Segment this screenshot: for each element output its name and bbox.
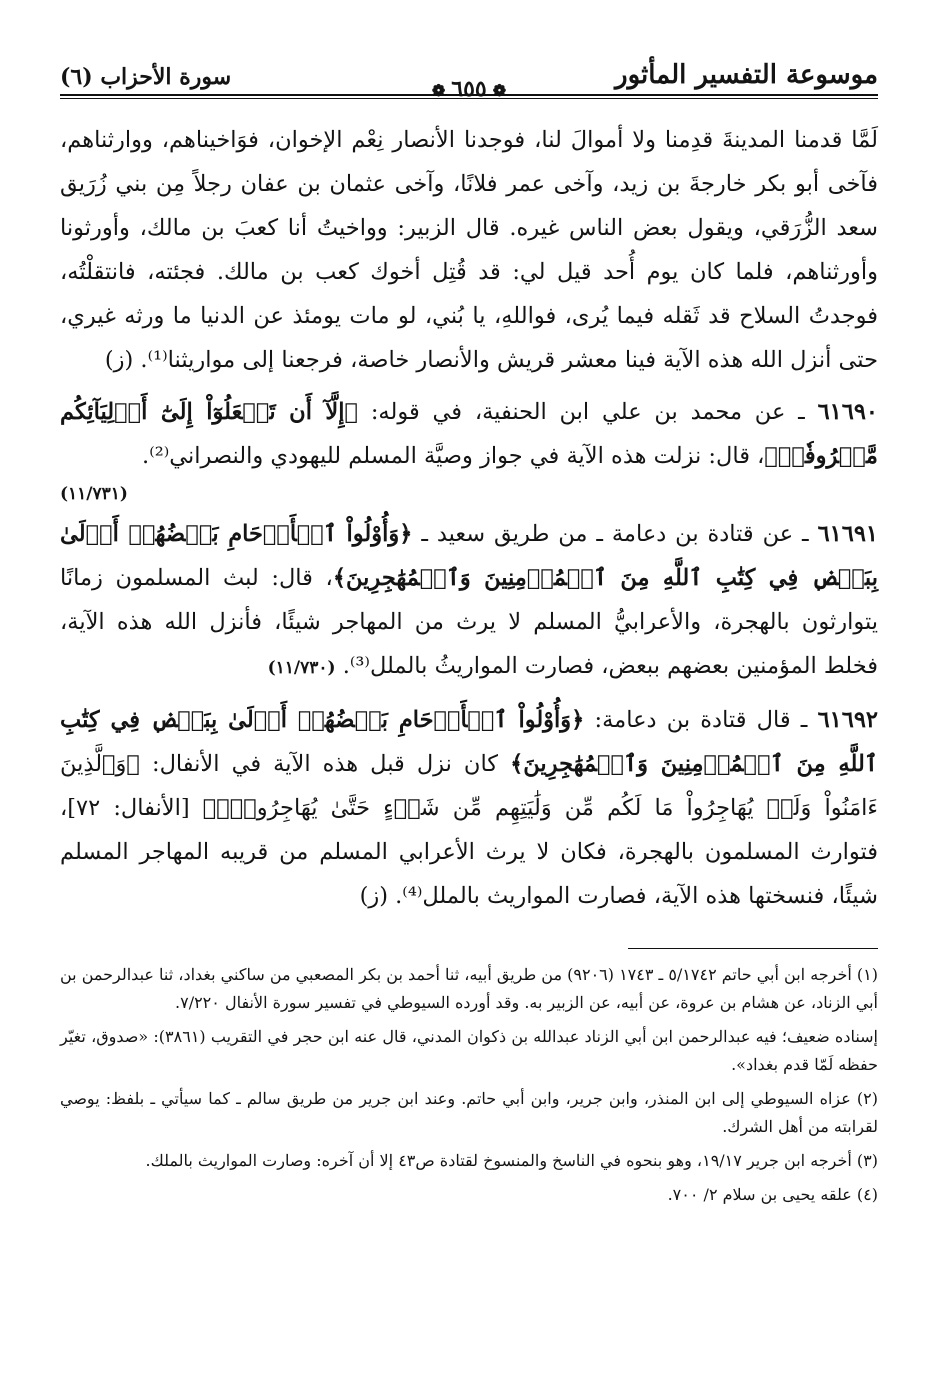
page-number-text: ٦٥٥ [451, 76, 487, 102]
volume-reference: (١١/٧٣١) [60, 484, 128, 504]
header-rule-thin [60, 98, 878, 99]
entry-body: ، قال: لبث المسلمون زمانًا يتوارثون بالهجرة، والأعرابيُّ المسلم لا يرث من المهاجر شيئًا، فأنزل الله هذه الآية، فخلط المؤمنين بعضهم ببعض، فصارت المواريثُ بالملل⁽³⁾. [60, 565, 878, 679]
footnotes [60, 961, 878, 1209]
entry-body: كان نزل قبل هذه الآية في الأنفال: ﴿وَٱلَّذِينَ ءَامَنُواْ وَلَمۡ يُهَاجِرُواْ مَا لَكُم مِّن وَلَٰيَتِهِم مِّن شَيۡءٍ حَتَّىٰ يُهَاجِرُواْۚ﴾ [الأنفال: ٧٢]، فتوارث المسلمون بالهجرة، فكان لا يرث الأعرابي المسلم من قريبه المهاجر المسلم شيئًا، فنسختها هذه الآية، فصارت المواريث بالملل⁽⁴⁾. (ز) [60, 751, 878, 909]
header-rule [60, 94, 878, 96]
footnote: إسناده ضعيف؛ فيه عبدالرحمن ابن أبي الزناد عبدالله بن ذكوان المدني، قال عنه ابن حجر في التقريب (٣٨٦١): «صدوق، تغيّر حفظه لَمّا قدم بغداد». [60, 1027, 878, 1074]
footnote: (١) أخرجه ابن أبي حاتم ٥/١٧٤٢ ـ ١٧٤٣ (٩٢٠٦) من طريق أبيه، ثنا أحمد بن بكر المصعبي من ساكني بغداد، ثنا عبدالرحمن بن أبي الزناد، عن هشام بن عروة، عن أبيه، عن الزبير به. وقد أورده السيوطي في تفسير سورة الأنفال ٧/٢٢٠. [59, 965, 878, 1012]
main-text [60, 118, 878, 918]
quran-verse: ﴿إِلَّآ أَن تَفۡعَلُوٓاْ إِلَىٰٓ أَوۡلِيَآئِكُم مَّعۡرُوفٗاۚ﴾ [60, 399, 878, 469]
entry-number: ٦١٦٩١ [817, 521, 878, 547]
narration-entry [60, 698, 878, 918]
page [60, 60, 878, 1339]
entry-intro: ـ عن محمد بن علي ابن الحنفية، في قوله: [358, 399, 805, 425]
volume-reference: (١١/٧٣٠) [267, 658, 336, 678]
opening-paragraph: لَمَّا قدمنا المدينةَ قدِمنا ولا أموالَ لنا، فوجدنا الأنصار نِعْم الإخوان، فوَاخيناهم، ووارثناهم، فآخى أبو بكر خارجةَ بن زيد، وآخى عمر فلانًا، وآخى عثمان بن عفان رجلاً مِن بني زُرَيق سعد الزُّرَقي، ويقول بعض الناس غيره. قال الزبير: وواخيتُ أنا كعبَ بن مالك، وأورثونا وأورثناهم، فلما كان يوم أُحد قيل لي: قد قُتِل أخوك كعب بن مالك. فجئته، فانتقلْتُه، فوجدتُ السلاح قد ثَقله فيما يُرى، فواللهِ، يا بُني، لو مات يومئذ عن الدنيا ما ورثه غيري، حتى أنزل الله هذه الآية فينا معشر قريش والأنصار خاصة، فرجعنا إلى مواريثنا⁽¹⁾. (ز) [60, 127, 878, 373]
entry-intro: ـ قال قتادة بن دعامة: [584, 707, 808, 733]
ornament-icon: ❁ [431, 81, 446, 100]
entry-number: ٦١٦٩٠ [817, 399, 879, 425]
quran-verse: ﴿وَأُوْلُواْ ٱلۡأَرۡحَامِ بَعۡضُهُمۡ أَوۡلَىٰ بِبَعۡضٖ فِي كِتَٰبِ ٱللَّهِ مِنَ ٱلۡمُؤۡمِنِينَ وَٱلۡمُهَٰجِرِينَ﴾ [60, 521, 878, 591]
entry-body: ، قال: نزلت هذه الآية في جواز وصيَّة المسلم لليهودي والنصراني⁽²⁾. [142, 443, 765, 469]
footnote: (٤) علقه يحيى بن سلام ٢/ ٧٠٠. [667, 1185, 878, 1204]
quran-verse: ﴿وَأُوْلُواْ ٱلۡأَرۡحَامِ بَعۡضُهُمۡ أَوۡلَىٰ بِبَعۡضٖ فِي كِتَٰبِ ٱللَّهِ مِنَ ٱلۡمُؤۡمِنِينَ وَٱلۡمُهَٰجِرِينَ﴾ [60, 707, 878, 777]
page-header [60, 60, 878, 104]
ornament-icon: ❁ [492, 81, 507, 100]
entry-number: ٦١٦٩٢ [817, 707, 879, 733]
footnote: (٣) أخرجه ابن جرير ١٩/١٧، وهو بنحوه في الناسخ والمنسوخ لقتادة ص٤٣ إلا أن آخره: وصارت المواريث بالملك. [145, 1151, 878, 1170]
narration-entry [60, 390, 878, 504]
footnote-separator [628, 948, 878, 949]
surah-title: سورة الأحزاب (٦) [60, 64, 232, 90]
entry-intro: ـ عن قتادة بن دعامة ـ من طريق سعيد ـ [412, 521, 809, 547]
book-title: موسوعة التفسير المأثور [615, 60, 878, 90]
footnote: (٢) عزاه السيوطي إلى ابن المنذر، وابن جرير، وابن أبي حاتم. وعند ابن جرير من طريق سالم ـ كما سيأتي ـ بلفظ: يوصي لقرابته من أهل الشرك. [60, 1089, 878, 1136]
narration-entry [60, 512, 878, 690]
